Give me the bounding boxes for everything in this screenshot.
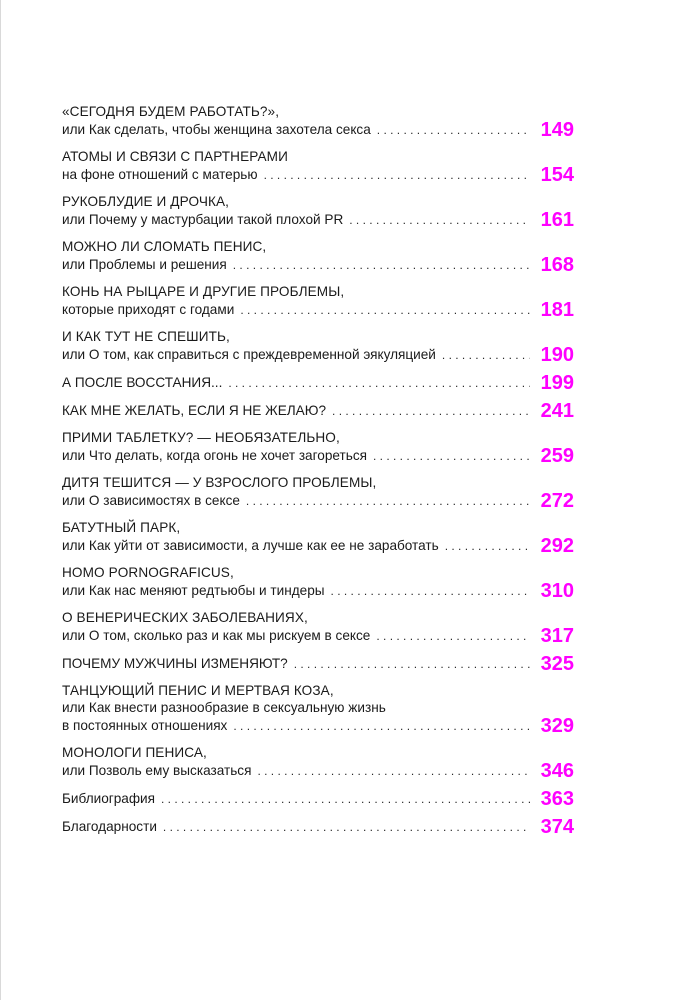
page-number[interactable]: 149 bbox=[540, 120, 574, 138]
page-number[interactable]: 346 bbox=[540, 761, 574, 779]
toc-entry-subtitle: или О том, как справиться с преждевременной эякуляцией bbox=[62, 347, 436, 362]
dot-leader bbox=[163, 820, 530, 835]
toc-entry-row bbox=[62, 716, 574, 734]
toc-entry-row bbox=[62, 817, 574, 835]
toc-entry[interactable] bbox=[62, 103, 574, 138]
toc-entry-title: И КАК ТУТ НЕ СПЕШИТЬ, bbox=[62, 329, 230, 344]
toc-entry-title: МОЖНО ЛИ СЛОМАТЬ ПЕНИС, bbox=[62, 239, 267, 254]
toc-entry-row bbox=[62, 536, 574, 554]
toc-entry[interactable] bbox=[62, 519, 574, 554]
toc-entry-title: ТАНЦУЮЩИЙ ПЕНИС И МЕРТВАЯ КОЗА, bbox=[62, 683, 334, 698]
toc-entry-subtitle: или Как сделать, чтобы женщина захотела секса bbox=[62, 122, 371, 137]
toc-entry-subtitle: или Что делать, когда огонь не хочет загореться bbox=[62, 448, 367, 463]
toc-entry[interactable] bbox=[62, 609, 574, 644]
toc-entry-subtitle: или Проблемы и решения bbox=[62, 257, 227, 272]
dot-leader bbox=[332, 404, 530, 419]
dot-leader bbox=[233, 719, 530, 734]
toc-entry[interactable] bbox=[62, 474, 574, 509]
toc-entry[interactable] bbox=[62, 373, 574, 391]
toc-entry-row bbox=[62, 446, 574, 464]
toc-entry-title: О ВЕНЕРИЧЕСКИХ ЗАБОЛЕВАНИЯХ, bbox=[62, 610, 308, 625]
toc-entry-row bbox=[62, 210, 574, 228]
page-number[interactable]: 272 bbox=[540, 491, 574, 509]
dot-leader bbox=[349, 213, 530, 228]
toc-entry[interactable] bbox=[62, 682, 574, 734]
toc-entry-row bbox=[62, 345, 574, 363]
toc-entry[interactable] bbox=[62, 238, 574, 273]
toc-entry-title: РУКОБЛУДИЕ И ДРОЧКА, bbox=[62, 194, 230, 209]
toc-entry-title: HOMO PORNOGRAFICUS, bbox=[62, 565, 234, 580]
dot-leader bbox=[377, 123, 530, 138]
toc-entry-title: КОНЬ НА РЫЦАРЕ И ДРУГИЕ ПРОБЛЕМЫ, bbox=[62, 284, 345, 299]
page-number[interactable]: 374 bbox=[540, 817, 574, 835]
dot-leader bbox=[246, 494, 530, 509]
toc-entry-title: АТОМЫ И СВЯЗИ С ПАРТНЕРАМИ bbox=[62, 149, 288, 164]
toc-entry-title: А ПОСЛЕ ВОССТАНИЯ... bbox=[62, 375, 223, 390]
toc-entry[interactable] bbox=[62, 283, 574, 318]
toc-entry-row bbox=[62, 255, 574, 273]
dot-leader bbox=[228, 376, 530, 391]
dot-leader bbox=[294, 657, 530, 672]
toc-entry-row bbox=[62, 373, 574, 391]
toc-entry-row bbox=[62, 581, 574, 599]
toc-entry[interactable] bbox=[62, 817, 574, 835]
page-number[interactable]: 168 bbox=[540, 255, 574, 273]
table-of-contents bbox=[62, 103, 574, 845]
toc-entry-row bbox=[62, 761, 574, 779]
toc-entry-subtitle: или Почему у мастурбации такой плохой PR bbox=[62, 212, 344, 227]
page-number[interactable]: 292 bbox=[540, 536, 574, 554]
toc-entry-subtitle: или Как уйти от зависимости, а лучше как ее не заработать bbox=[62, 538, 439, 553]
toc-entry-row bbox=[62, 626, 574, 644]
toc-entry-title: «СЕГОДНЯ БУДЕМ РАБОТАТЬ?», bbox=[62, 104, 280, 119]
toc-entry-title: ПРИМИ ТАБЛЕТКУ? — НЕОБЯЗАТЕЛЬНО, bbox=[62, 430, 340, 445]
toc-entry-subtitle: или Позволь ему высказаться bbox=[62, 763, 252, 778]
dot-leader bbox=[331, 584, 530, 599]
dot-leader bbox=[161, 792, 530, 807]
toc-entry[interactable] bbox=[62, 401, 574, 419]
page-number[interactable]: 181 bbox=[540, 300, 574, 318]
toc-entry-subtitle: которые приходят с годами bbox=[62, 302, 235, 317]
toc-entry-title: ПОЧЕМУ МУЖЧИНЫ ИЗМЕНЯЮТ? bbox=[62, 656, 288, 671]
page-number[interactable]: 154 bbox=[540, 165, 574, 183]
page-number[interactable]: 190 bbox=[540, 345, 574, 363]
toc-entry-row bbox=[62, 789, 574, 807]
toc-entry-subtitle: в постоянных отношениях bbox=[62, 718, 228, 733]
page-number[interactable]: 199 bbox=[540, 373, 574, 391]
toc-entry-row bbox=[62, 654, 574, 672]
toc-entry[interactable] bbox=[62, 789, 574, 807]
toc-entry[interactable] bbox=[62, 654, 574, 672]
toc-entry[interactable] bbox=[62, 744, 574, 779]
toc-entry[interactable] bbox=[62, 193, 574, 228]
page-number[interactable]: 241 bbox=[540, 401, 574, 419]
toc-entry[interactable] bbox=[62, 328, 574, 363]
dot-leader bbox=[442, 348, 530, 363]
dot-leader bbox=[376, 629, 530, 644]
page-number[interactable]: 259 bbox=[540, 446, 574, 464]
toc-entry-row bbox=[62, 120, 574, 138]
page-number[interactable]: 329 bbox=[540, 716, 574, 734]
dot-leader bbox=[264, 168, 530, 183]
toc-entry-title: МОНОЛОГИ ПЕНИСА, bbox=[62, 745, 207, 760]
toc-entry-subtitle: на фоне отношений с матерью bbox=[62, 167, 258, 182]
toc-entry-title: Библиография bbox=[62, 791, 155, 806]
page-number[interactable]: 161 bbox=[540, 210, 574, 228]
page-number[interactable]: 363 bbox=[540, 789, 574, 807]
page-number[interactable]: 317 bbox=[540, 626, 574, 644]
toc-entry-row bbox=[62, 165, 574, 183]
dot-leader bbox=[233, 258, 530, 273]
toc-entry-row bbox=[62, 491, 574, 509]
toc-entry-subtitle: или О том, сколько раз и как мы рискуем в сексе bbox=[62, 628, 371, 643]
dot-leader bbox=[445, 539, 530, 554]
toc-entry-subtitle: или Как нас меняют редтьюбы и тиндеры bbox=[62, 583, 325, 598]
toc-entry[interactable] bbox=[62, 564, 574, 599]
page-edge-line bbox=[0, 0, 1, 1000]
dot-leader bbox=[240, 303, 530, 318]
toc-entry-title: ДИТЯ ТЕШИТСЯ — У ВЗРОСЛОГО ПРОБЛЕМЫ, bbox=[62, 475, 377, 490]
dot-leader bbox=[257, 764, 530, 779]
toc-entry-row bbox=[62, 401, 574, 419]
toc-entry-subtitle: или О зависимостях в сексе bbox=[62, 493, 240, 508]
dot-leader bbox=[373, 449, 530, 464]
toc-entry-subtitle: или Как внести разнообразие в сексуальную жизнь bbox=[62, 700, 386, 715]
toc-entry-title: БАТУТНЫЙ ПАРК, bbox=[62, 520, 181, 535]
toc-entry-row bbox=[62, 300, 574, 318]
toc-entry[interactable] bbox=[62, 429, 574, 464]
page-number[interactable]: 310 bbox=[540, 581, 574, 599]
toc-entry-title: КАК МНЕ ЖЕЛАТЬ, ЕСЛИ Я НЕ ЖЕЛАЮ? bbox=[62, 403, 327, 418]
page-number[interactable]: 325 bbox=[540, 654, 574, 672]
toc-entry-title: Благодарности bbox=[62, 819, 157, 834]
toc-entry[interactable] bbox=[62, 148, 574, 183]
